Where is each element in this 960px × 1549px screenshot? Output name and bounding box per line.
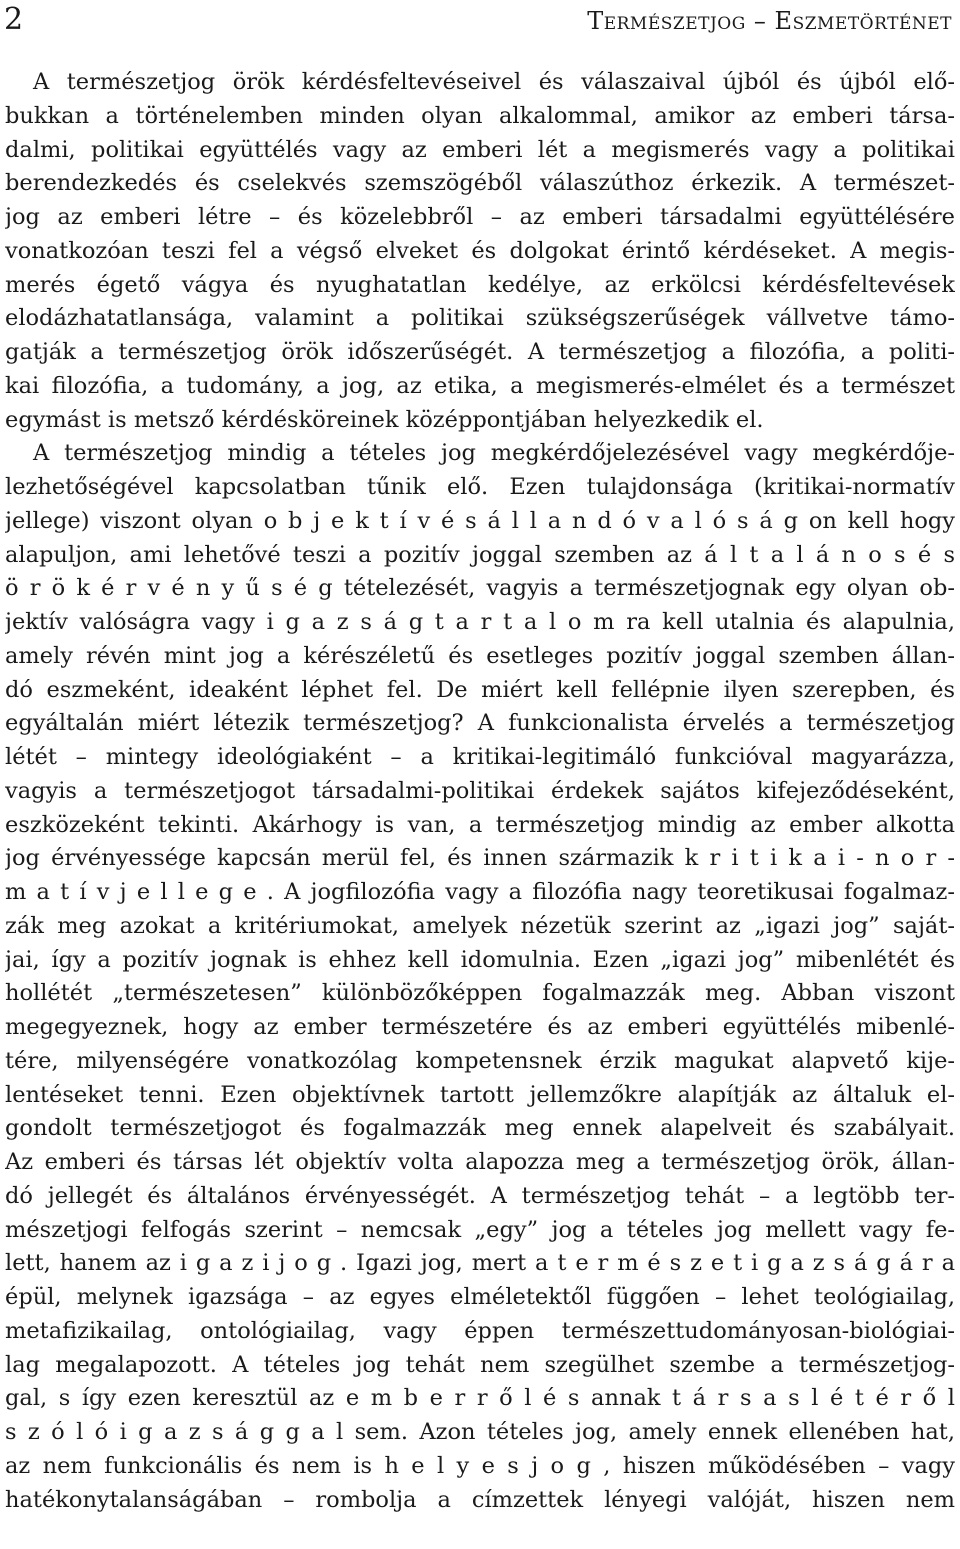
- text-line: gatják a természetjog örök időszerűségét. A természetjog a filozófia, a politi-: [5, 339, 955, 365]
- text-line: jellege) viszont olyan o b j e k t í v é s á l l a n d ó v a l ó s á g on kell hogy: [5, 507, 955, 534]
- text-line: létét – mintegy ideológiaként – a kritikai-legitimáló funkcióval magyarázza,: [5, 744, 955, 770]
- text-line: egyáltalán miért létezik természetjog? A funkcionalista érvelés a természetjog: [5, 710, 955, 737]
- text-line: ö r ö k é r v é n y ű s é g tételezését, vagyis a természetjognak egy olyan ob-: [5, 575, 955, 602]
- text-line: kai filozófia, a tudomány, a jog, az etika, a megismerés-elmélet és a természet: [5, 372, 955, 399]
- text-line: dó eszmeként, ideaként léphet fel. De miért kell fellépnie ilyen szerepben, és: [5, 676, 955, 703]
- text-line: jog az emberi létre – és közelebbről – az emberi társadalmi együttélésére: [5, 204, 955, 230]
- text-line: jai, így a pozitív jognak is ehhez kell idomulnia. Ezen „igazi jog” mibenlétét és: [5, 946, 955, 973]
- text-line: épül, melynek igazsága – az egyes elméletektől függően – lehet teológiailag,: [5, 1284, 955, 1310]
- text-line: s z ó l ó i g a z s á g g a l sem. Azon tételes jog, amely ennek ellenében hat,: [5, 1419, 955, 1445]
- text-line: eszközeként tekinti. Akárhogy is van, a természetjog mindig az ember alkotta: [5, 811, 955, 838]
- text-line: tére, milyenségére vonatkozólag kompetensnek érzik magukat alapvető kije-: [5, 1047, 955, 1074]
- text-line: hatékonytalanságában – rombolja a címzettek lényegi valóját, hiszen nem: [5, 1486, 955, 1513]
- text-line: Az emberi és társas lét objektív volta alapozza meg a természetjog örök, állan-: [5, 1149, 955, 1175]
- text-line: bukkan a történelemben minden olyan alkalommal, amikor az emberi társa-: [5, 102, 955, 129]
- text-line: vagyis a természetjogot társadalmi-politikai érdekek sajátos kifejeződéseként,: [5, 777, 955, 804]
- text-line: lett, hanem az i g a z i j o g . Igazi jog, mert a t e r m é s z e t i g a z s á g á r a: [5, 1250, 955, 1277]
- text-line: mészetjogi felfogás szerint – nemcsak „egy” jog a tételes jog mellett vagy fe-: [5, 1216, 955, 1243]
- text-line: dalmi, politikai együttélés vagy az emberi lét a megismerés vagy a politikai: [5, 136, 955, 163]
- text-line: lezhetőségével kapcsolatban tűnik elő. Ezen tulajdonsága (kritikai-normatív: [5, 474, 955, 500]
- text-line: elodázhatatlansága, valamint a politikai szükségszerűségek vállvetve támo-: [5, 305, 955, 332]
- text-line: az nem funkcionális és nem is h e l y e s j o g , hiszen működésében – vagy: [5, 1452, 955, 1479]
- text-line: metafizikailag, ontológiailag, vagy éppen természettudományosan-biológiai-: [5, 1317, 955, 1344]
- text-line: lag megalapozott. A tételes jog tehát nem szegülhet szembe a természetjog-: [5, 1351, 955, 1378]
- text-line: alapuljon, ami lehetővé teszi a pozitív joggal szemben az á l t a l á n o s é s: [5, 541, 955, 568]
- text-line: jog érvényessége kapcsán merül fel, és innen származik k r i t i k a i - n o r -: [5, 845, 955, 872]
- text-line: A természetjog örök kérdésfeltevéseivel és válaszaival újból és újból elő-: [33, 69, 955, 95]
- text-line: gal, s így ezen keresztül az e m b e r r ő l é s annak t á r s a s l é t é r ő l: [5, 1385, 955, 1412]
- text-line: merés égető vágya és nyughatatlan kedélye, az erkölcsi kérdésfeltevések: [5, 271, 955, 298]
- running-head: Természetjog – Eszmetörténet: [587, 7, 952, 35]
- text-line: lentéseket tenni. Ezen objektívnek tartott jellemzőkre alapítják az általuk el-: [5, 1081, 955, 1108]
- text-line: egymást is metsző kérdésköreinek középpontjában helyezkedik el.: [5, 406, 764, 433]
- text-line: megegyeznek, hogy az ember természetére és az emberi együttélés mibenlé-: [5, 1014, 955, 1040]
- text-line: jektív valóságra vagy i g a z s á g t a r t a l o m ra kell utalnia és alapulnia,: [5, 609, 955, 635]
- text-line: berendezkedés és cselekvés szemszögéből válaszúthoz érkezik. A természet-: [5, 170, 955, 197]
- body-text: [5, 66, 955, 1517]
- text-line: dó jellegét és általános érvényességét. A természetjog tehát – a legtöbb ter-: [5, 1182, 955, 1209]
- text-line: zák meg azokat a kritériumokat, amelyek nézetük szerint az „igazi jog” saját-: [5, 912, 955, 939]
- text-line: amely révén mint jog a kérészéletű és esetleges pozitív joggal szemben állan-: [5, 642, 955, 669]
- page-number: 2: [4, 2, 24, 37]
- text-line: A természetjog mindig a tételes jog megkérdőjelezésével vagy megkérdője-: [33, 440, 955, 467]
- text-line: hollétét „természetesen” különbözőképpen fogalmazzák meg. Abban viszont: [5, 980, 955, 1007]
- text-line: vonatkozóan teszi fel a végső elveket és dolgokat érintő kérdéseket. A megis-: [5, 237, 955, 264]
- text-line: m a t í v j e l l e g e . A jogfilozófia vagy a filozófia nagy teoretikusai fogalmaz-: [5, 879, 955, 905]
- text-line: gondolt természetjogot és fogalmazzák meg ennek alapelveit és szabályait.: [5, 1115, 955, 1142]
